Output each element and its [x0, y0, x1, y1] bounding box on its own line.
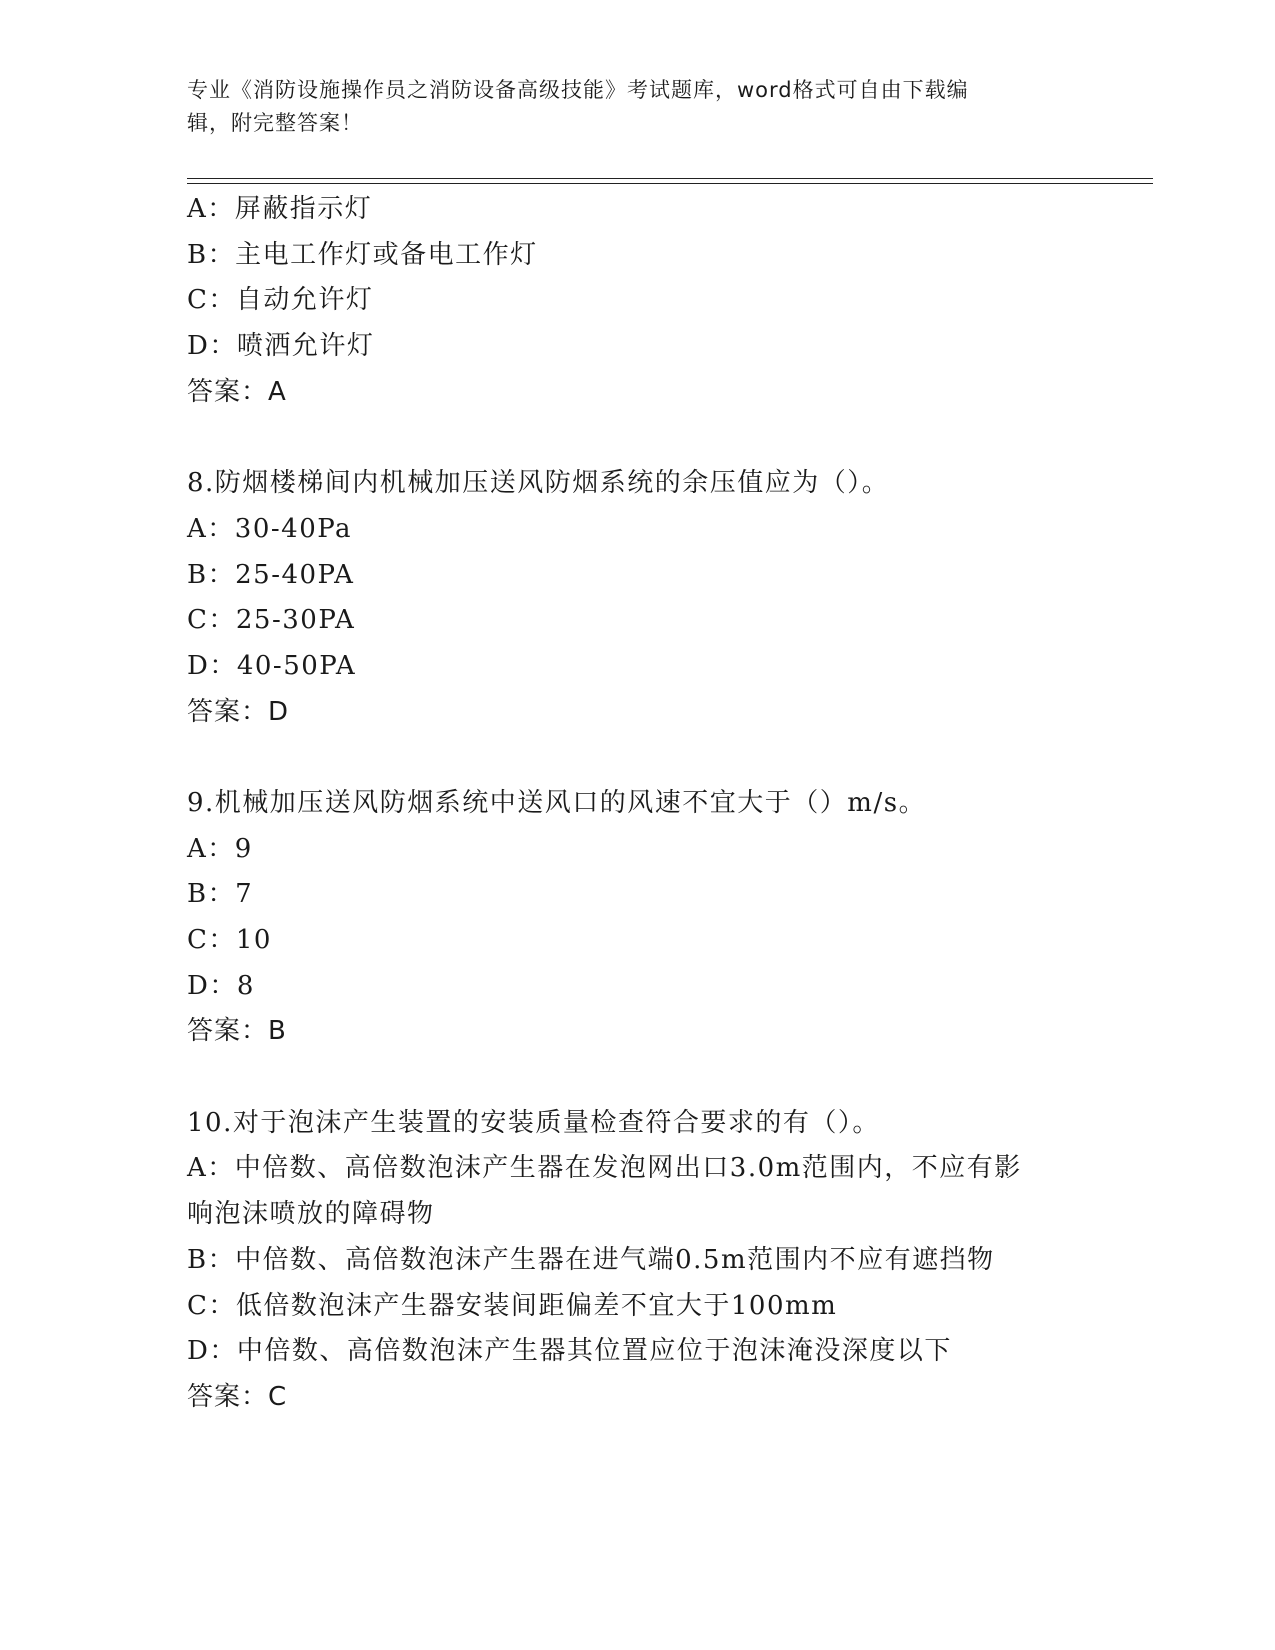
question-spacer: [187, 735, 1187, 781]
answer-line: 答案：B: [187, 1016, 287, 1047]
option-a-continuation: 响泡沫喷放的障碍物: [187, 1199, 435, 1230]
option-d: D：中倍数、高倍数泡沫产生器其位置应位于泡沫淹没深度以下: [187, 1336, 952, 1367]
question-spacer: [187, 415, 1187, 461]
option-a: A：中倍数、高倍数泡沫产生器在发泡网出口3.0m范围内，不应有影: [187, 1153, 1022, 1184]
answer-line: 答案：D: [187, 696, 290, 727]
option-a: A：9: [187, 833, 253, 864]
question-8: [187, 461, 1187, 735]
header-divider-top: [187, 178, 1153, 179]
option-c: C：10: [187, 925, 272, 955]
question-text: 9.机械加压送风防烟系统中送风口的风速不宜大于（）m/s。: [187, 787, 927, 818]
answer-line: 答案：C: [187, 1381, 288, 1412]
question-10: [187, 1101, 1187, 1421]
option-b: B：主电工作灯或备电工作灯: [187, 239, 538, 270]
question-spacer: [187, 1055, 1187, 1101]
option-c: C：25-30PA: [187, 605, 356, 636]
option-c: C：低倍数泡沫产生器安装间距偏差不宜大于100mm: [187, 1290, 838, 1321]
option-d: D：40-50PA: [187, 650, 357, 681]
option-a: A：30-40Pa: [187, 513, 353, 544]
option-b: B：25-40PA: [187, 559, 355, 590]
document-header: [187, 74, 1067, 140]
header-line-2: 辑，附完整答案！: [187, 111, 363, 135]
option-a: A：屏蔽指示灯: [187, 194, 373, 224]
header-line-1: 专业《消防设施操作员之消防设备高级技能》考试题库，word格式可自由下载编: [187, 78, 969, 102]
question-7: [187, 187, 1187, 415]
question-text: 10.对于泡沫产生装置的安装质量检查符合要求的有（）。: [187, 1107, 880, 1138]
answer-line: 答案：A: [187, 376, 287, 407]
question-9: [187, 781, 1187, 1055]
option-b: B：7: [187, 879, 254, 910]
option-c: C：自动允许灯: [187, 285, 374, 316]
option-b: B：中倍数、高倍数泡沫产生器在进气端0.5m范围内不应有遮挡物: [187, 1244, 995, 1275]
header-divider-bottom: [187, 183, 1153, 184]
option-d: D：8: [187, 970, 255, 1001]
question-list: [187, 187, 1187, 1421]
question-text: 8.防烟楼梯间内机械加压送风防烟系统的余压值应为（）。: [187, 468, 890, 499]
option-d: D：喷洒允许灯: [187, 331, 375, 362]
